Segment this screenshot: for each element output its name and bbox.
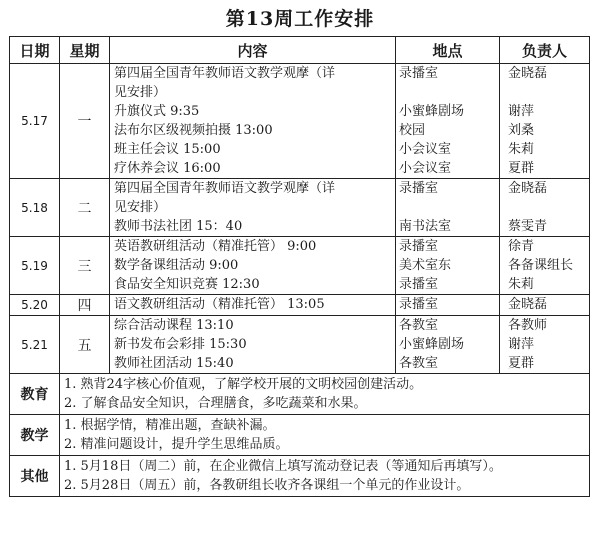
person-line: 各教师 — [508, 318, 548, 333]
header-date: 日期 — [10, 37, 60, 64]
day-content — [110, 64, 396, 179]
person-line — [508, 83, 589, 102]
content-line: 见安排） — [114, 85, 167, 100]
day-row — [10, 316, 590, 374]
person-line: 徐青 — [508, 239, 535, 254]
header-content: 内容 — [110, 37, 396, 64]
day-weekday: 三 — [60, 237, 110, 295]
header-row — [10, 37, 590, 64]
person-line: 朱莉 — [508, 277, 535, 292]
day-date: 5.19 — [10, 237, 60, 295]
content-line: 第四届全国青年教师语文教学观摩（详 — [114, 181, 336, 196]
header-location: 地点 — [396, 37, 500, 64]
content-line: 英语教研组活动（精准托管） 9:00 — [114, 239, 317, 254]
location-line: 录播室 — [399, 277, 439, 292]
person-line: 各备课组长 — [508, 258, 574, 273]
day-weekday: 五 — [60, 316, 110, 374]
content-line: 语文教研组活动（精准托管） 13:05 — [114, 297, 325, 312]
day-location — [396, 237, 500, 295]
person-line: 夏群 — [508, 356, 535, 371]
day-content — [110, 316, 396, 374]
location-line: 各教室 — [399, 318, 439, 333]
section-label: 教学 — [10, 415, 60, 456]
day-row — [10, 64, 590, 179]
day-content — [110, 179, 396, 237]
location-line: 录播室 — [399, 239, 439, 254]
content-line: 见安排） — [114, 200, 167, 215]
person-line: 金晓磊 — [508, 181, 548, 196]
section-row-other — [10, 456, 590, 497]
section-item: 2. 了解食品安全知识，合理膳食，多吃蔬菜和水果。 — [64, 396, 367, 411]
location-line: 南书法室 — [399, 219, 452, 234]
day-row — [10, 237, 590, 295]
day-date: 5.18 — [10, 179, 60, 237]
content-line: 综合活动课程 13:10 — [114, 318, 234, 333]
location-line: 各教室 — [399, 356, 439, 371]
content-line: 疗休养会议 16:00 — [114, 161, 221, 176]
header-person: 负责人 — [500, 37, 590, 64]
section-item: 2. 精准问题设计，提升学生思维品质。 — [64, 437, 289, 452]
person-line: 夏群 — [508, 161, 535, 176]
section-item: 1. 根据学情，精准出题，查缺补漏。 — [64, 418, 276, 433]
person-line: 蔡雯青 — [508, 219, 548, 234]
section-item: 1. 熟背24字核心价值观，了解学校开展的文明校园创建活动。 — [64, 377, 423, 392]
content-line: 教师社团活动 15:40 — [114, 356, 234, 371]
location-line — [399, 83, 499, 102]
person-line — [508, 198, 589, 217]
person-line: 金晓磊 — [508, 66, 548, 81]
location-line: 录播室 — [399, 181, 439, 196]
day-row — [10, 295, 590, 316]
day-date: 5.20 — [10, 295, 60, 316]
section-content — [60, 415, 590, 456]
day-location — [396, 64, 500, 179]
day-content — [110, 237, 396, 295]
header-weekday: 星期 — [60, 37, 110, 64]
day-date: 5.17 — [10, 64, 60, 179]
day-person — [500, 295, 590, 316]
day-location — [396, 316, 500, 374]
location-line: 录播室 — [399, 297, 439, 312]
day-weekday: 二 — [60, 179, 110, 237]
content-line: 升旗仪式 9:35 — [114, 104, 200, 119]
location-line: 小会议室 — [399, 142, 452, 157]
content-line: 教师书法社团 15：40 — [114, 219, 243, 234]
section-item: 1. 5月18日（周二）前，在企业微信上填写流动登记表（等通知后再填写）。 — [64, 459, 502, 474]
content-line: 法布尔区级视频拍摄 13:00 — [114, 123, 273, 138]
day-weekday: 四 — [60, 295, 110, 316]
location-line: 小蜜蜂剧场 — [399, 104, 465, 119]
person-line: 金晓磊 — [508, 297, 548, 312]
content-line: 班主任会议 15:00 — [114, 142, 221, 157]
day-person — [500, 64, 590, 179]
location-line: 录播室 — [399, 66, 439, 81]
location-line: 校园 — [399, 123, 426, 138]
day-date: 5.21 — [10, 316, 60, 374]
location-line — [399, 198, 499, 217]
section-content — [60, 374, 590, 415]
person-line: 刘桑 — [508, 123, 535, 138]
day-content — [110, 295, 396, 316]
day-location — [396, 295, 500, 316]
person-line: 朱莉 — [508, 142, 535, 157]
content-line: 第四届全国青年教师语文教学观摩（详 — [114, 66, 336, 81]
location-line: 小会议室 — [399, 161, 452, 176]
person-line: 谢萍 — [508, 337, 535, 352]
section-label: 教育 — [10, 374, 60, 415]
day-person — [500, 237, 590, 295]
day-person — [500, 316, 590, 374]
content-line: 数学备课组活动 9:00 — [114, 258, 239, 273]
person-line: 谢萍 — [508, 104, 535, 119]
day-row — [10, 179, 590, 237]
section-content — [60, 456, 590, 497]
day-weekday: 一 — [60, 64, 110, 179]
section-row-education — [10, 374, 590, 415]
section-row-teaching — [10, 415, 590, 456]
page-title: 第13周工作安排 — [225, 8, 375, 30]
location-line: 美术室东 — [399, 258, 452, 273]
content-line: 新书发布会彩排 15:30 — [114, 337, 247, 352]
section-item: 2. 5月28日（周五）前，各教研组长收齐各课组一个单元的作业设计。 — [64, 478, 470, 493]
day-person — [500, 179, 590, 237]
location-line: 小蜜蜂剧场 — [399, 337, 465, 352]
content-line: 食品安全知识竞赛 12:30 — [114, 277, 260, 292]
day-location — [396, 179, 500, 237]
schedule-table — [9, 36, 590, 497]
section-label: 其他 — [10, 456, 60, 497]
